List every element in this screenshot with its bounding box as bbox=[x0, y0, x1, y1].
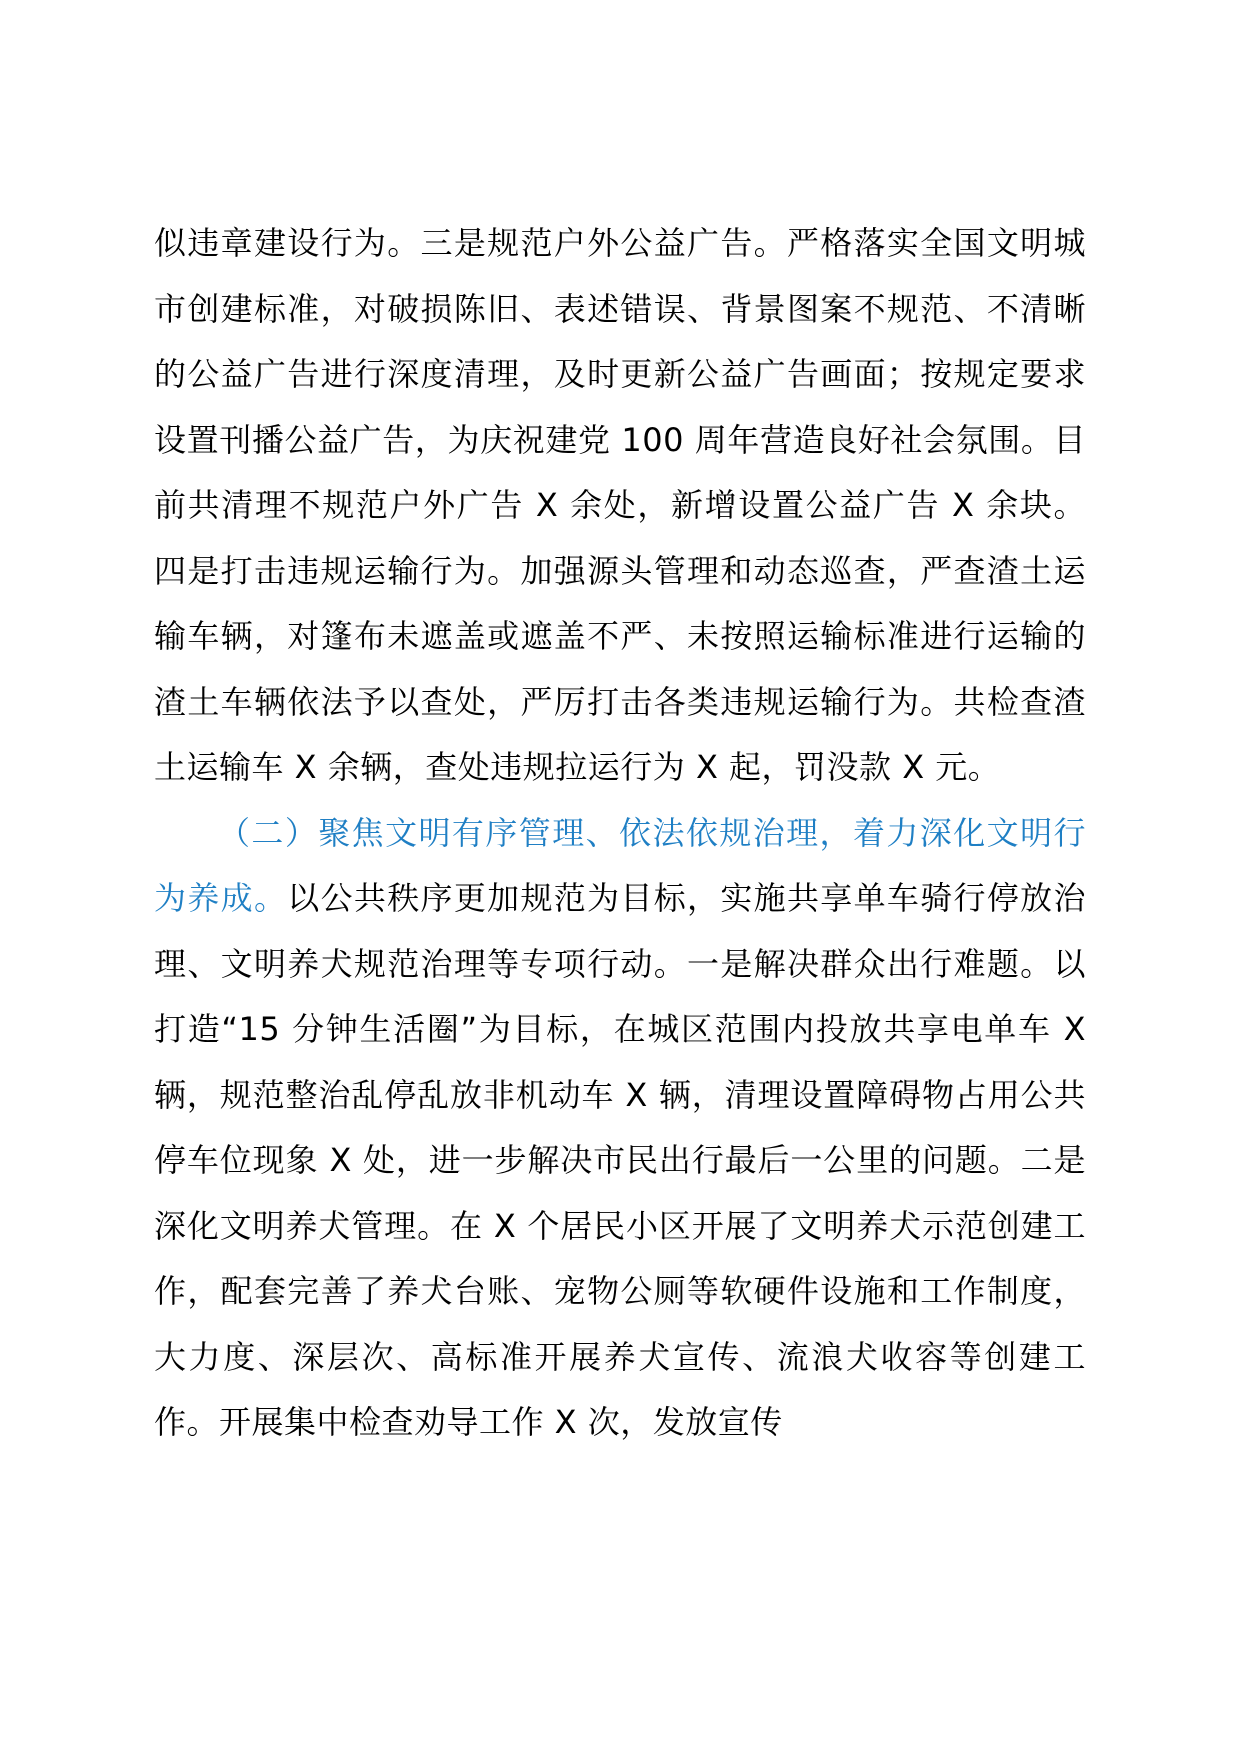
paragraph-section-two bbox=[154, 801, 1086, 1456]
paragraph-continuation bbox=[154, 211, 1086, 801]
paragraph-2-text: 以公共秩序更加规范为目标，实施共享单车骑行停放治理、文明养犬规范治理等专项行动。一是解决群众出行难题。以打造“15 分钟生活圈”为目标，在城区范围内投放共享电单车 X 辆，规范整治乱停乱放非机动车 X 辆，清理设置障碍物占用公共停车位现象 X 处，进一步解决市民出行最后一公里的问题。二是深化文明养犬管理。在 X 个居民小区开展了文明养犬示范创建工作，配套完善了养犬台账、宠物公厕等软硬件设施和工作制度，大力度、深层次、高标准开展养犬宣传、流浪犬收容等创建工作。开展集中检查劝导工作 X 次，发放宣传 bbox=[154, 879, 1086, 1441]
paragraph-1-text: 似违章建设行为。三是规范户外公益广告。严格落实全国文明城市创建标准，对破损陈旧、表述错误、背景图案不规范、不清晰的公益广告进行深度清理，及时更新公益广告画面；按规定要求设置刊播公益广告，为庆祝建党 100 周年营造良好社会氛围。目前共清理不规范户外广告 X 余处，新增设置公益广告 X 余块。四是打击违规运输行为。加强源头管理和动态巡查，严查渣土运输车辆，对篷布未遮盖或遮盖不严、未按照运输标准进行运输的渣土车辆依法予以查处，严厉打击各类违规运输行为。共检查渣土运输车 X 余辆，查处违规拉运行为 X 起，罚没款 X 元。 bbox=[154, 224, 1086, 786]
document-body bbox=[154, 211, 1086, 1456]
section-heading: （二）聚焦文明有序管理、依法依规治理，着力深化文明行为养成。 bbox=[154, 813, 1086, 917]
